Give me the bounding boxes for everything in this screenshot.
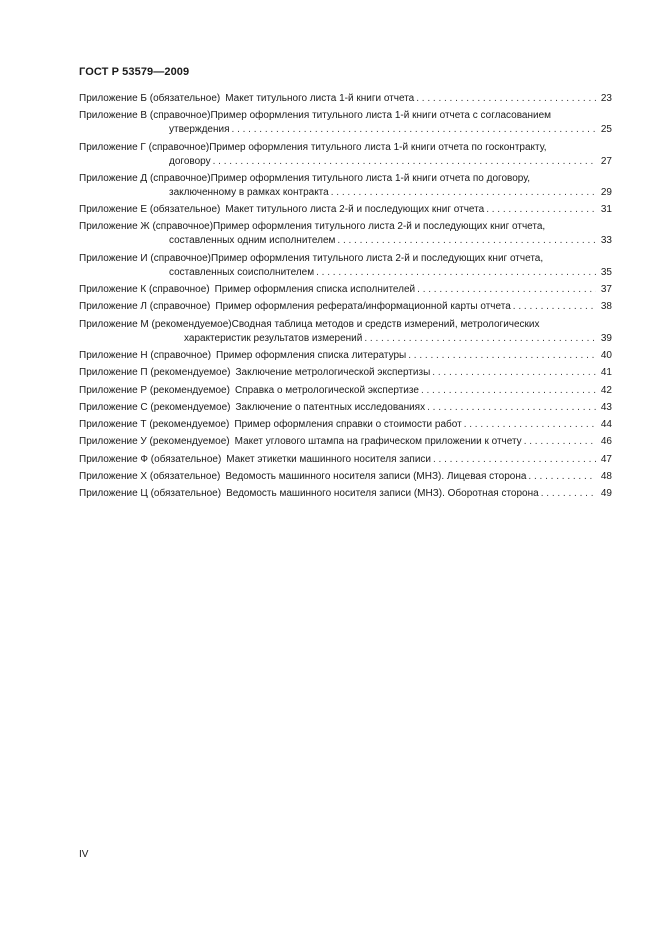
toc-entry-title: Пример оформления реферата/информационной карты отчета bbox=[215, 301, 511, 313]
dot-leader bbox=[337, 234, 596, 248]
toc-entry-page: 46 bbox=[600, 436, 612, 448]
toc-entry-page: 49 bbox=[600, 488, 612, 500]
toc-entry-prefix: Приложение Ж (справочное) bbox=[79, 221, 214, 233]
toc-entry bbox=[79, 283, 612, 297]
toc-entry-prefix: Приложение Л (справочное) bbox=[79, 301, 211, 313]
toc-entry-page: 35 bbox=[600, 266, 612, 278]
toc-entry-title: Макет титульного листа 2-й и последующих книг отчета bbox=[225, 204, 485, 216]
document-header: ГОСТ Р 53579—2009 bbox=[79, 66, 190, 78]
dot-leader bbox=[486, 203, 596, 217]
toc-entry-page: 23 bbox=[600, 93, 612, 104]
toc-entry-title: Пример оформления списка литературы bbox=[216, 349, 407, 361]
toc-entry bbox=[79, 172, 612, 200]
toc-entry-title: Макет этикетки машинного носителя записи bbox=[226, 453, 431, 465]
toc-entry-page: 33 bbox=[600, 235, 612, 247]
toc-entry-title: Справка о метрологической экспертизе bbox=[234, 384, 419, 396]
toc-entry-prefix: Приложение Б (обязательное) bbox=[79, 93, 221, 104]
toc-entry-title: Макет титульного листа 1-й книги отчета bbox=[225, 93, 415, 104]
toc-entry-title: Пример оформления титульного листа 2-й и последующих книг отчета, bbox=[213, 221, 546, 233]
toc-entry-title: Пример оформления титульного листа 1-й книги отчета по договору, bbox=[210, 172, 530, 184]
toc-entry-page: 42 bbox=[600, 384, 612, 396]
dot-leader bbox=[213, 155, 596, 169]
toc-entry-prefix: Приложение Р (рекомендуемое) bbox=[79, 384, 230, 396]
toc-entry bbox=[79, 349, 612, 363]
toc-entry bbox=[79, 252, 612, 280]
dot-leader bbox=[513, 300, 596, 314]
toc-entry bbox=[79, 300, 612, 314]
toc-entry-prefix: Приложение Д (справочное) bbox=[79, 172, 211, 184]
toc-entry-page: 27 bbox=[600, 155, 612, 167]
dot-leader bbox=[331, 186, 596, 200]
toc-entry-title: Заключение о патентных исследованиях bbox=[235, 401, 426, 413]
dot-leader bbox=[524, 435, 596, 449]
dot-leader bbox=[432, 366, 596, 380]
toc-entry bbox=[79, 384, 612, 398]
dot-leader bbox=[316, 266, 596, 280]
toc-entry-prefix: Приложение М (рекомендуемое) bbox=[79, 318, 232, 330]
toc-entry-page: 44 bbox=[600, 419, 612, 431]
dot-leader bbox=[232, 123, 596, 137]
toc-entry-title: составленных соисполнителем bbox=[169, 266, 315, 278]
toc-entry-prefix: Приложение Е (обязательное) bbox=[79, 204, 221, 216]
toc-entry-title: характеристик результатов измерений bbox=[184, 332, 363, 344]
toc-entry-prefix: Приложение К (справочное) bbox=[79, 284, 210, 296]
toc-entry-title: Пример оформления титульного листа 1-й книги отчета с согласованием bbox=[210, 110, 552, 122]
dot-leader bbox=[408, 349, 596, 363]
dot-leader bbox=[427, 401, 596, 415]
toc-entry bbox=[79, 435, 612, 449]
toc-entry-prefix: Приложение Н (справочное) bbox=[79, 349, 212, 361]
toc-entry-prefix: Приложение Ц (обязательное) bbox=[79, 488, 222, 500]
toc-entry-prefix: Приложение Г (справочное) bbox=[79, 141, 210, 153]
toc-entry-prefix: Приложение У (рекомендуемое) bbox=[79, 436, 230, 448]
toc-entry bbox=[79, 92, 612, 106]
dot-leader bbox=[421, 384, 596, 398]
toc-entry-title: Пример оформления титульного листа 2-й и последующих книг отчета, bbox=[211, 252, 544, 264]
toc-entry-title: заключенному в рамках контракта bbox=[169, 186, 329, 198]
toc-entry-page: 39 bbox=[600, 332, 612, 344]
toc-entry-title: Ведомость машинного носителя записи (МНЗ). Оборотная сторона bbox=[226, 488, 539, 500]
toc-entry-prefix: Приложение П (рекомендуемое) bbox=[79, 367, 231, 379]
toc-entry bbox=[79, 487, 612, 501]
toc-entry-title: Пример оформления титульного листа 1-й книги отчета по госконтракту, bbox=[209, 141, 547, 153]
toc-entry-page: 37 bbox=[600, 284, 612, 296]
toc-entry-title: Сводная таблица методов и средств измерений, метрологических bbox=[231, 318, 540, 330]
page-number: IV bbox=[79, 849, 89, 860]
toc-entry bbox=[79, 418, 612, 432]
toc-entry bbox=[79, 453, 612, 467]
toc-entry-prefix: Приложение С (рекомендуемое) bbox=[79, 401, 231, 413]
toc-entry bbox=[79, 401, 612, 415]
toc-entry-prefix: Приложение Ф (обязательное) bbox=[79, 453, 222, 465]
toc-entry-prefix: Приложение Т (рекомендуемое) bbox=[79, 419, 230, 431]
toc-entry bbox=[79, 203, 612, 217]
toc-entry-title: Ведомость машинного носителя записи (МНЗ). Лицевая сторона bbox=[225, 471, 527, 483]
toc-entry-page: 40 bbox=[600, 349, 612, 361]
toc-entry bbox=[79, 109, 612, 137]
toc-entry-page: 48 bbox=[600, 471, 612, 483]
toc-entry bbox=[79, 141, 612, 169]
toc-entry-title: составленных одним исполнителем bbox=[169, 235, 336, 247]
toc-entry bbox=[79, 318, 612, 346]
toc-entry-page: 43 bbox=[600, 401, 612, 413]
dot-leader bbox=[417, 283, 596, 297]
dot-leader bbox=[528, 470, 596, 484]
toc-entry-page: 25 bbox=[600, 124, 612, 136]
toc-entry-title: договору bbox=[169, 155, 211, 167]
toc-entry-page: 41 bbox=[600, 367, 612, 379]
table-of-contents bbox=[79, 92, 612, 505]
toc-entry bbox=[79, 220, 612, 248]
toc-entry-prefix: Приложение Х (обязательное) bbox=[79, 471, 221, 483]
toc-entry-page: 29 bbox=[600, 186, 612, 198]
toc-entry-title: Макет углового штампа на графическом приложении к отчету bbox=[234, 436, 522, 448]
dot-leader bbox=[433, 453, 596, 467]
toc-entry-page: 47 bbox=[600, 453, 612, 465]
dot-leader bbox=[364, 332, 596, 346]
toc-entry-prefix: Приложение В (справочное) bbox=[79, 110, 211, 122]
dot-leader bbox=[541, 487, 596, 501]
dot-leader bbox=[416, 92, 596, 106]
toc-entry-page: 38 bbox=[600, 301, 612, 313]
toc-entry-title: утверждения bbox=[169, 124, 230, 136]
dot-leader bbox=[464, 418, 596, 432]
toc-entry-title: Пример оформления справки о стоимости работ bbox=[234, 419, 462, 431]
toc-entry-prefix: Приложение И (справочное) bbox=[79, 252, 211, 264]
toc-entry bbox=[79, 366, 612, 380]
toc-entry-page: 31 bbox=[600, 204, 612, 216]
toc-entry-title: Пример оформления списка исполнителей bbox=[214, 284, 416, 296]
toc-entry-title: Заключение метрологической экспертизы bbox=[235, 367, 431, 379]
toc-entry bbox=[79, 470, 612, 484]
